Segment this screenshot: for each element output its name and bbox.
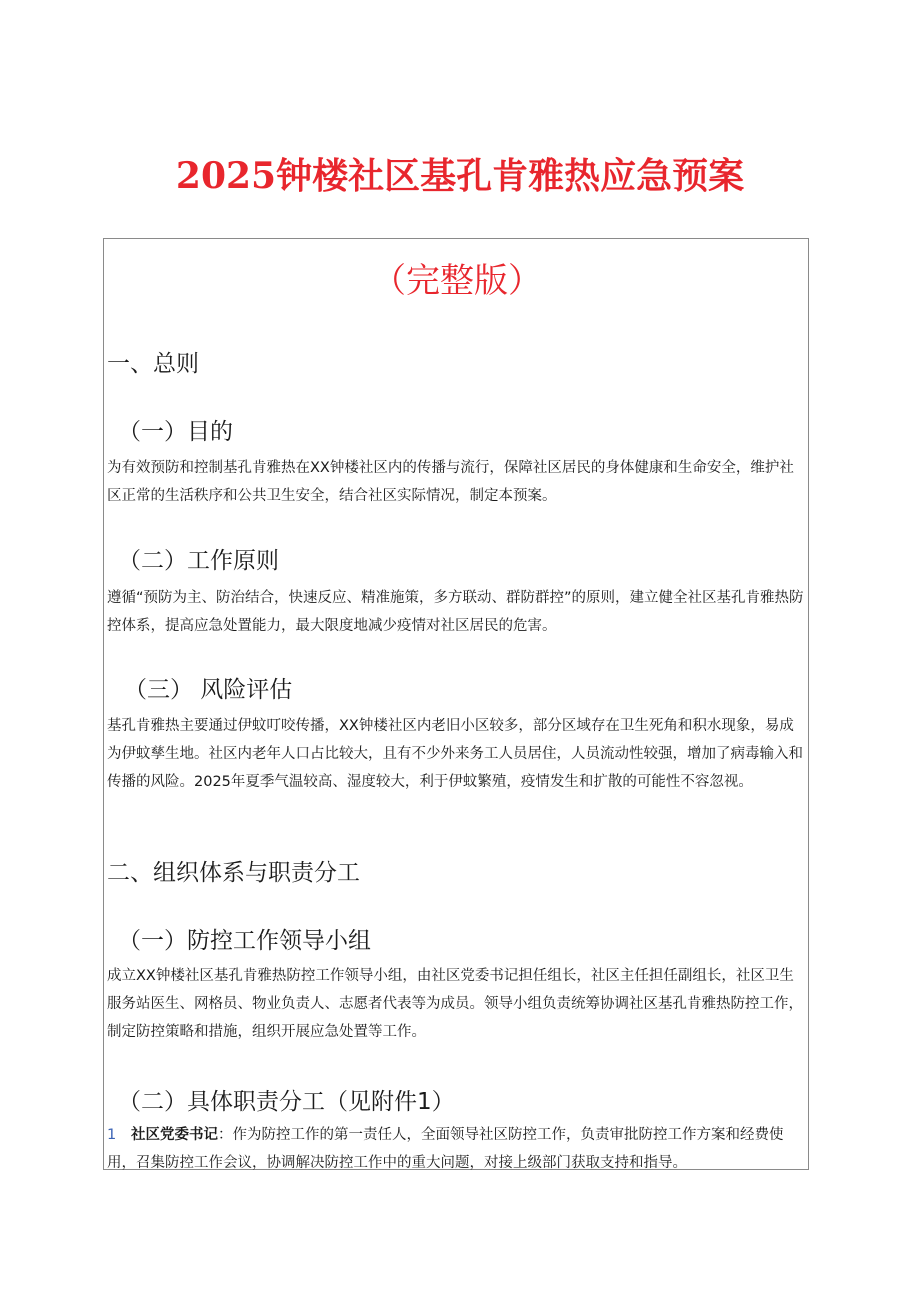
content-frame	[103, 238, 809, 1170]
section-2-2-heading: （二）具体职责分工（见附件1）	[118, 1089, 455, 1115]
document-title: 2025钟楼社区基孔肯雅热应急预案	[175, 155, 745, 197]
section-1-2-text: 遵循“预防为主、防治结合，快速反应、精准施策，多方联动、群防群控”的原则，建立健全社区基孔肯雅热防控体系，提高应急处置能力，最大限度地减少疫情对社区居民的危害。	[107, 590, 804, 634]
list-item-number: 1	[107, 1127, 117, 1143]
document-subtitle: （完整版）	[372, 261, 542, 301]
list-item-text: ：作为防控工作的第一责任人，全面领导社区防控工作，负责审批防控工作方案和经费使用，召集防控工作会议，协调解决防控工作中的重大问题，对接上级部门获取支持和指导。	[107, 1127, 784, 1171]
section-1-heading: 一、总则	[107, 351, 199, 377]
list-item-label: 社区党委书记	[131, 1127, 218, 1143]
section-2-1-heading: （一）防控工作领导小组	[118, 928, 371, 954]
section-2-1-text: 成立XX钟楼社区基孔肯雅热防控工作领导小组，由社区党委书记担任组长，社区主任担任副组长，社区卫生服务站医生、网格员、物业负责人、志愿者代表等为成员。领导小组负责统筹协调社区基孔肯雅热防控工作，制定防控策略和措施，组织开展应急处置等工作。	[107, 968, 803, 1040]
section-1-1-heading: （一）目的	[118, 419, 233, 445]
section-1-2-heading: （二）工作原则	[118, 548, 279, 574]
list-item	[107, 1121, 807, 1177]
section-2-heading: 二、组织体系与职责分工	[107, 860, 360, 886]
section-1-3-text: 基孔肯雅热主要通过伊蚊叮咬传播，XX钟楼社区内老旧小区较多，部分区域存在卫生死角和积水现象，易成为伊蚊孳生地。社区内老年人口占比较大，且有不少外来务工人员居住，人员流动性较强，增加了病毒输入和传播的风险。2025年夏季气温较高、湿度较大，利于伊蚊繁殖，疫情发生和扩散的可能性不容忽视。	[107, 718, 803, 790]
section-1-3-heading: （三） 风险评估	[124, 677, 293, 703]
section-1-1-text: 为有效预防和控制基孔肯雅热在XX钟楼社区内的传播与流行，保障社区居民的身体健康和生命安全，维护社区正常的生活秩序和公共卫生安全，结合社区实际情况，制定本预案。	[107, 460, 794, 504]
